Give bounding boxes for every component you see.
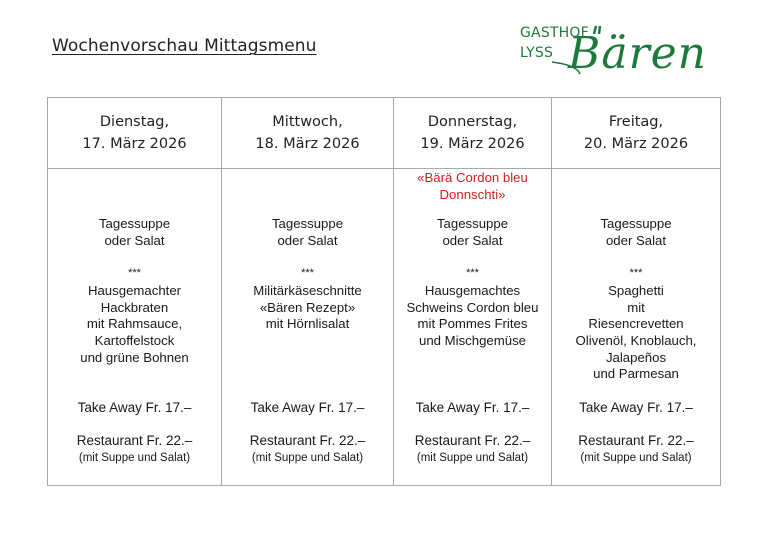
day-date: 20. März 2026 (583, 136, 689, 152)
price-note: (mit Suppe und Salat) (78, 452, 191, 464)
takeaway-price: Take Away Fr. 17.– (77, 400, 192, 415)
main-dish (552, 283, 720, 383)
menu-row (48, 169, 721, 486)
starter-line: oder Salat (277, 232, 338, 248)
restaurant-price: Restaurant Fr. 22.– (249, 433, 366, 448)
takeaway-price: Take Away Fr. 17.– (250, 400, 365, 415)
day-menu-cell (222, 169, 394, 486)
logo-text-lyss: LYSS (520, 45, 554, 61)
main-dish-line: Jalapeños (605, 349, 667, 365)
day-date: 17. März 2026 (82, 136, 187, 152)
main-dish (48, 283, 221, 366)
course-separator: *** (128, 267, 141, 280)
starter-option (552, 216, 720, 249)
starter-line: oder Salat (605, 232, 667, 248)
starter-option (48, 216, 221, 249)
special-dish (394, 169, 551, 204)
starter-option (394, 216, 551, 249)
main-dish-line: «Bären Rezept» (259, 299, 356, 315)
starter-line: Tagessuppe (98, 216, 171, 231)
main-dish-line: mit (627, 299, 645, 315)
price-block (394, 399, 551, 466)
main-dish-line: und Mischgemüse (418, 332, 527, 348)
starter-line: oder Salat (442, 232, 503, 248)
price-block (552, 399, 720, 466)
restaurant-price: Restaurant Fr. 22.– (578, 433, 694, 448)
course-separator: *** (301, 267, 314, 280)
day-header-row (48, 98, 721, 169)
main-dish-line: Hausgemachter (87, 283, 182, 299)
main-dish-line: Kartoffelstock (94, 332, 175, 348)
day-name: Mittwoch, (272, 114, 343, 130)
day-date: 19. März 2026 (420, 136, 525, 152)
starter-line: oder Salat (104, 232, 165, 248)
starter-option (222, 216, 393, 249)
price-note: (mit Suppe und Salat) (416, 452, 529, 464)
day-menu-cell (552, 169, 721, 486)
price-note: (mit Suppe und Salat) (251, 452, 364, 464)
restaurant-price: Restaurant Fr. 22.– (76, 433, 193, 448)
special-dish-line: «Bärä Cordon bleu (417, 170, 528, 185)
weekly-menu-table (47, 97, 721, 486)
day-header (222, 98, 394, 169)
main-dish-line: mit Pommes Frites (417, 316, 528, 332)
main-dish-line: Schweins Cordon bleu (406, 299, 539, 315)
starter-line: Tagessuppe (436, 216, 509, 231)
day-header (394, 98, 552, 169)
takeaway-price: Take Away Fr. 17.– (415, 400, 530, 415)
restaurant-price: Restaurant Fr. 22.– (414, 433, 531, 448)
starter-line: Tagessuppe (271, 216, 344, 231)
page-title: Wochenvorschau Mittagsmenu (52, 36, 317, 56)
main-dish-line: Hackbraten (100, 299, 169, 315)
day-menu-cell (48, 169, 222, 486)
main-dish (394, 283, 551, 349)
main-dish-line: Riesencrevetten (588, 316, 684, 332)
main-dish-line: mit Hörnlisalat (265, 316, 350, 332)
special-dish-line: Donnschti» (439, 186, 506, 202)
day-name: Dienstag, (99, 114, 170, 130)
main-dish-line: Olivenöl, Knoblauch, (575, 332, 697, 348)
logo-script-baeren: Bären (568, 28, 707, 79)
day-menu-cell (394, 169, 552, 486)
price-block (48, 399, 221, 466)
price-block (222, 399, 393, 466)
main-dish-line: Hausgemachtes (424, 283, 521, 299)
takeaway-price: Take Away Fr. 17.– (579, 400, 693, 415)
course-separator: *** (466, 267, 479, 280)
price-note: (mit Suppe und Salat) (580, 452, 692, 464)
main-dish-line: und grüne Bohnen (80, 349, 189, 365)
logo-text-gasthof: GASTHOF (520, 25, 589, 41)
main-dish (222, 283, 393, 333)
day-name: Freitag, (608, 114, 664, 130)
day-date: 18. März 2026 (255, 136, 360, 152)
day-name: Donnerstag, (427, 114, 518, 130)
starter-line: Tagessuppe (600, 216, 672, 231)
main-dish-line: und Parmesan (593, 366, 679, 382)
main-dish-line: Spaghetti (608, 283, 664, 299)
day-header (552, 98, 721, 169)
gasthof-baeren-logo (518, 18, 708, 88)
main-dish-line: mit Rahmsauce, (86, 316, 183, 332)
course-separator: *** (629, 267, 643, 280)
day-header (48, 98, 222, 169)
main-dish-line: Militärkäseschnitte (253, 283, 362, 299)
